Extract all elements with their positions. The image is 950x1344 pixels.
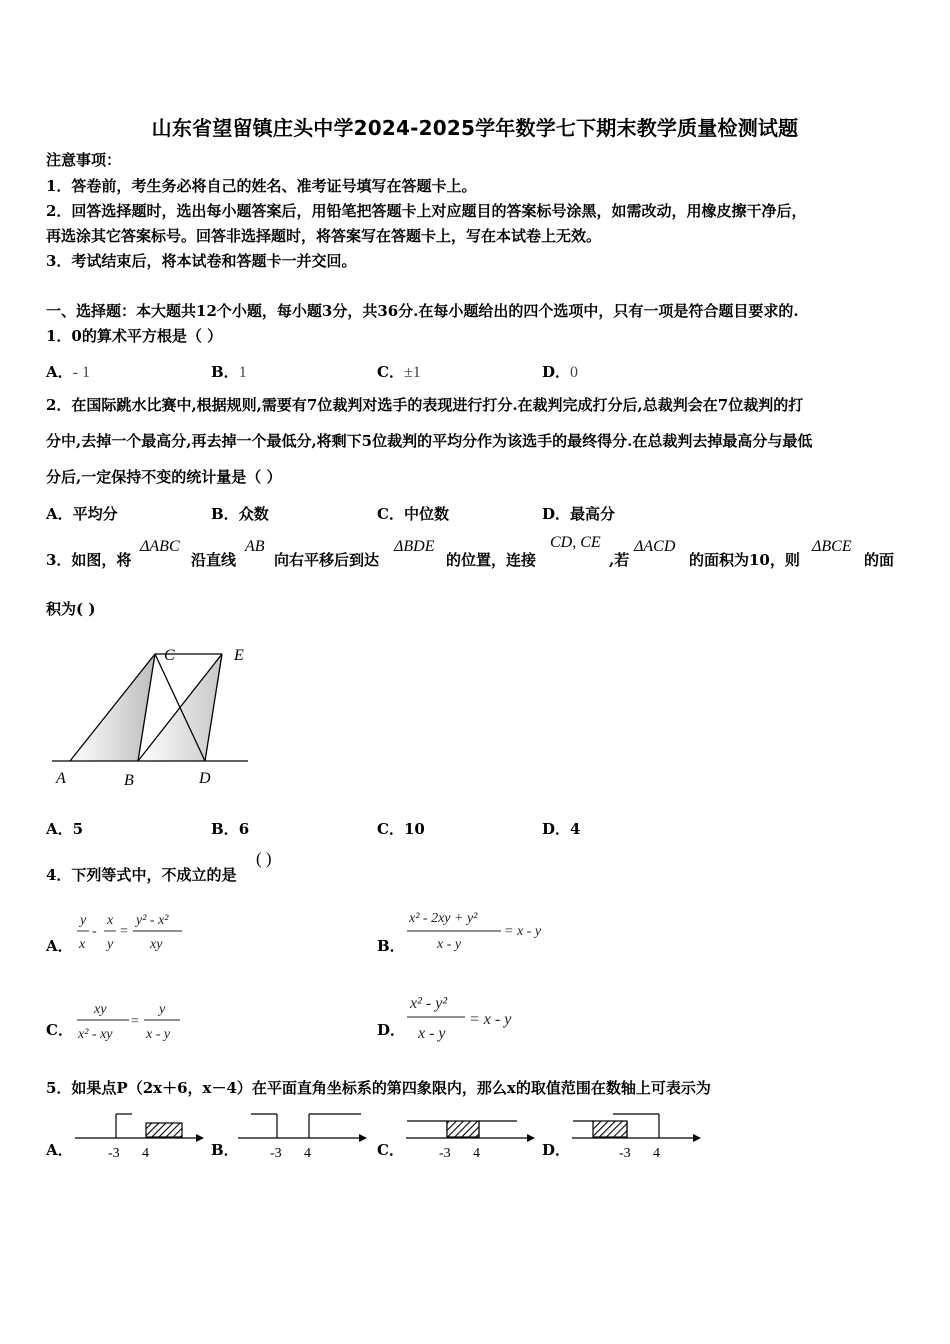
label-a: A bbox=[56, 770, 66, 787]
frac-num: x² - 2xy + y² bbox=[409, 911, 478, 926]
q3-text: 沿直线 bbox=[191, 551, 237, 569]
frac-den: x - y bbox=[418, 1025, 446, 1042]
q4-option-b-formula bbox=[403, 905, 563, 957]
tick-label: 4 bbox=[142, 1146, 149, 1161]
q4-option-a-formula bbox=[74, 905, 204, 957]
minus-sign: - bbox=[92, 924, 97, 939]
tick-label: -3 bbox=[619, 1146, 631, 1161]
q2-option-b: B．众数 bbox=[211, 505, 269, 523]
frac-num: xy bbox=[94, 1002, 107, 1017]
notice-item: 再选涂其它答案标号。回答非选择题时，将答案写在答题卡上，写在本试卷上无效。 bbox=[46, 227, 602, 245]
q1-option-d: D．0 bbox=[542, 363, 579, 381]
frac-num: y bbox=[80, 913, 87, 928]
q3-text: 的位置，连接 bbox=[446, 551, 537, 569]
tick-label: 4 bbox=[473, 1146, 480, 1161]
frac-num: x² - y² bbox=[410, 995, 448, 1012]
q5-option-d-label: D． bbox=[542, 1141, 571, 1159]
q3-figure bbox=[50, 640, 255, 792]
frac-den: x - y bbox=[437, 937, 462, 952]
q3-text: 积为( ) bbox=[46, 600, 96, 618]
frac-den: x² - xy bbox=[78, 1027, 113, 1042]
label-c: C bbox=[164, 647, 175, 664]
page-title: 山东省望留镇庄头中学2024-2025学年数学七下期末教学质量检测试题 bbox=[151, 116, 799, 140]
frac-num: y² - x² bbox=[136, 913, 169, 928]
q3-text: 向右平移后到达 bbox=[274, 551, 380, 569]
q1-option-c: C．±1 bbox=[377, 363, 421, 381]
notice-item: 3．考试结束后，将本试卷和答题卡一并交回。 bbox=[46, 252, 357, 270]
notice-item: 2．回答选择题时，选出每小题答案后，用铅笔把答题卡上对应题目的答案标号涂黑，如需改动，用橡皮擦干净后， bbox=[46, 202, 807, 220]
q1-option-a: A．- 1 bbox=[46, 363, 90, 381]
rhs-expression: = x - y bbox=[469, 1011, 512, 1028]
q2-option-a: A．平均分 bbox=[46, 505, 118, 523]
q1-stem: 1．0的算术平方根是（ ） bbox=[46, 327, 223, 345]
q3-text: 的面 bbox=[864, 551, 895, 569]
q2-stem-line: 2．在国际跳水比赛中,根据规则,需要有7位裁判对选手的表现进行打分.在裁判完成打分后,总裁判会在7位裁判的打 bbox=[46, 396, 804, 414]
q3-option-d: D．4 bbox=[542, 820, 581, 838]
label-e: E bbox=[234, 647, 244, 664]
tick-label: 4 bbox=[304, 1146, 311, 1161]
q5-option-c-label: C． bbox=[377, 1141, 404, 1159]
q3-text: 的面积为10，则 bbox=[689, 551, 800, 569]
notice-item: 1．答卷前，考生务必将自己的姓名、准考证号填写在答题卡上。 bbox=[46, 177, 477, 195]
tick-label: -3 bbox=[108, 1146, 120, 1161]
frac-den: x - y bbox=[146, 1027, 171, 1042]
q3-math: CD, CE bbox=[550, 534, 601, 551]
q3-math: AB bbox=[245, 538, 265, 555]
label-b: B bbox=[124, 772, 134, 789]
q4-option-a-label: A． bbox=[46, 937, 73, 955]
q5-option-c-numberline bbox=[401, 1105, 541, 1165]
q5-option-a-label: A． bbox=[46, 1141, 73, 1159]
q5-option-d-numberline bbox=[567, 1105, 707, 1165]
q5-option-b-numberline bbox=[233, 1105, 373, 1165]
frac-num: y bbox=[159, 1002, 166, 1017]
equals-sign: = bbox=[120, 924, 128, 939]
q3-text: ,若 bbox=[609, 551, 630, 569]
frac-den: xy bbox=[150, 937, 163, 952]
q2-option-c: C．中位数 bbox=[377, 505, 449, 523]
frac-den: y bbox=[107, 937, 114, 952]
frac-num: x bbox=[107, 913, 114, 928]
tick-label: -3 bbox=[270, 1146, 282, 1161]
frac-den: x bbox=[79, 937, 86, 952]
q3-math: ΔBDE bbox=[394, 538, 435, 555]
q4-option-c-label: C． bbox=[46, 1021, 73, 1039]
tick-label: -3 bbox=[439, 1146, 451, 1161]
q3-math: ΔBCE bbox=[812, 538, 852, 555]
q3-option-c: C．10 bbox=[377, 820, 425, 838]
q4-option-b-label: B． bbox=[377, 937, 405, 955]
q4-stem: 4．下列等式中，不成立的是 bbox=[46, 866, 237, 884]
q4-option-d-formula bbox=[403, 988, 543, 1046]
q3-text: 3．如图，将 bbox=[46, 551, 132, 569]
q2-stem-line: 分中,去掉一个最高分,再去掉一个最低分,将剩下5位裁判的平均分作为该选手的最终得分.在总裁判去掉最高分与最低 bbox=[46, 432, 813, 450]
notice-heading: 注意事项： bbox=[46, 151, 122, 169]
section-heading: 一、选择题：本大题共12个小题，每小题3分，共36分.在每小题给出的四个选项中，只有一项是符合题目要求的. bbox=[46, 302, 799, 320]
q4-option-d-label: D． bbox=[377, 1021, 406, 1039]
q5-option-b-label: B． bbox=[211, 1141, 239, 1159]
equals-sign: = bbox=[131, 1014, 139, 1029]
q5-option-a-numberline bbox=[70, 1105, 210, 1165]
q3-math: ΔACD bbox=[634, 538, 676, 555]
rhs-expression: = x - y bbox=[504, 924, 542, 939]
q4-option-c-formula bbox=[74, 993, 204, 1045]
q4-paren: ( ) bbox=[256, 849, 272, 868]
q5-stem: 5．如果点P（2x＋6，x－4）在平面直角坐标系的第四象限内，那么x的取值范围在数轴上可表示为 bbox=[46, 1079, 711, 1097]
tick-label: 4 bbox=[653, 1146, 660, 1161]
label-d: D bbox=[199, 770, 211, 787]
q1-option-b: B．1 bbox=[211, 363, 247, 381]
q2-option-d: D．最高分 bbox=[542, 505, 616, 523]
q3-math: ΔABC bbox=[140, 538, 180, 555]
q3-option-a: A．5 bbox=[46, 820, 84, 838]
q3-option-b: B．6 bbox=[211, 820, 250, 838]
q2-stem-line: 分后,一定保持不变的统计量是（ ） bbox=[46, 468, 282, 486]
